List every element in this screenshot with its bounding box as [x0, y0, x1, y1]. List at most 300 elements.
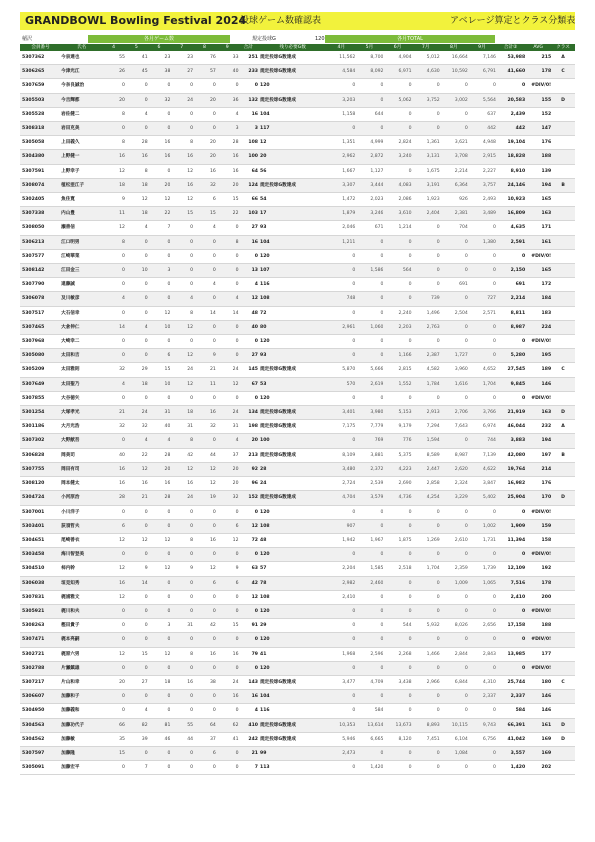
monthly-total-cell: 8,092 — [355, 65, 383, 79]
table-row — [20, 590, 575, 604]
monthly-total-cell: 0 — [412, 391, 440, 405]
monthly-total-cell: 8,700 — [355, 51, 383, 65]
remaining-games-cell: 120 — [258, 335, 327, 349]
monthly-total-cell: 9,743 — [468, 718, 496, 732]
games-cell: 10 — [125, 264, 148, 278]
games-cell: 4 — [102, 292, 125, 306]
member-name-cell: 遠藤誠 — [61, 278, 102, 292]
class-cell — [551, 164, 575, 178]
games-cell: 15 — [125, 647, 148, 661]
monthly-total-cell: 3,757 — [468, 178, 496, 192]
member-id-cell: 5308142 — [20, 264, 61, 278]
games-cell: 46 — [148, 732, 171, 746]
monthly-total-cell: 4,223 — [383, 462, 411, 476]
games-cell: 20 — [102, 675, 125, 689]
games-cell: 0 — [125, 746, 148, 760]
games-cell: 0 — [170, 576, 193, 590]
average-cell: 163 — [525, 406, 551, 420]
monthly-total-cell: 0 — [383, 235, 411, 249]
games-cell: 0 — [216, 249, 239, 263]
class-cell — [551, 576, 575, 590]
monthly-total-cell: 0 — [468, 746, 496, 760]
remaining-games-cell: 104 — [258, 235, 327, 249]
games-cell: 0 — [125, 505, 148, 519]
games-total-cell: 48 — [239, 306, 258, 320]
average-cell: #DIV/0! — [525, 633, 551, 647]
table-row — [20, 477, 575, 491]
average-cell: #DIV/0! — [525, 79, 551, 93]
games-cell: 0 — [216, 661, 239, 675]
average-cell: 171 — [525, 221, 551, 235]
games-cell: 9 — [193, 349, 216, 363]
monthly-total-cell: 2,460 — [355, 576, 383, 590]
monthly-total-cell: 2,493 — [468, 193, 496, 207]
games-cell: 16 — [216, 150, 239, 164]
games-cell: 22 — [125, 448, 148, 462]
games-cell: 0 — [193, 249, 216, 263]
monthly-total-cell: 2,359 — [440, 562, 468, 576]
member-id-cell: 5307855 — [20, 391, 61, 405]
monthly-total-cell: 0 — [440, 548, 468, 562]
member-id-cell: 5306038 — [20, 576, 61, 590]
games-cell: 10 — [148, 377, 171, 391]
monthly-total-cell: 584 — [355, 704, 383, 718]
games-cell: 28 — [102, 491, 125, 505]
member-id-cell: 5306828 — [20, 448, 61, 462]
monthly-total-cell: 4,630 — [412, 65, 440, 79]
games-cell: 40 — [148, 420, 171, 434]
monthly-total-cell: 0 — [440, 235, 468, 249]
average-cell: 180 — [525, 675, 551, 689]
grand-total-cell: 25,904 — [496, 491, 525, 505]
monthly-total-cell: 4,704 — [327, 491, 355, 505]
monthly-total-cell: 0 — [440, 335, 468, 349]
member-id-cell: 5307471 — [20, 633, 61, 647]
games-cell: 0 — [102, 79, 125, 93]
remaining-games-cell: 120 — [258, 391, 327, 405]
grand-total-cell: 19,104 — [496, 136, 525, 150]
games-cell: 8 — [170, 647, 193, 661]
monthly-total-cell: 0 — [440, 107, 468, 121]
class-cell — [551, 377, 575, 391]
games-cell: 0 — [148, 79, 171, 93]
monthly-total-cell: 3,307 — [327, 178, 355, 192]
games-cell: 8 — [170, 533, 193, 547]
monthly-total-cell: 2,620 — [440, 462, 468, 476]
monthly-total-cell: 0 — [355, 590, 383, 604]
table-row — [20, 178, 575, 192]
games-cell: 0 — [216, 278, 239, 292]
games-cell: 39 — [125, 732, 148, 746]
monthly-total-cell: 2,473 — [327, 746, 355, 760]
table-row — [20, 647, 575, 661]
monthly-total-cell: 0 — [383, 519, 411, 533]
games-cell: 4 — [216, 107, 239, 121]
games-cell: 44 — [193, 448, 216, 462]
monthly-total-cell: 570 — [327, 377, 355, 391]
monthly-total-cell: 0 — [440, 122, 468, 136]
monthly-total-cell: 2,518 — [383, 562, 411, 576]
games-cell: 0 — [193, 519, 216, 533]
monthly-total-cell: 0 — [327, 306, 355, 320]
monthly-total-cell: 0 — [468, 391, 496, 405]
monthly-total-cell: 2,690 — [383, 477, 411, 491]
monthly-total-cell: 3,191 — [412, 178, 440, 192]
monthly-total-cell: 5,666 — [355, 363, 383, 377]
monthly-total-cell: 1,968 — [327, 647, 355, 661]
games-total-cell: 0 — [239, 604, 258, 618]
games-cell: 0 — [216, 349, 239, 363]
games-cell: 4 — [148, 434, 171, 448]
average-cell: #DIV/0! — [525, 391, 551, 405]
games-cell: 19 — [193, 491, 216, 505]
games-cell: 0 — [148, 661, 171, 675]
member-name-cell: 太田雅則 — [61, 363, 102, 377]
col-m8: 8月 — [440, 44, 468, 51]
monthly-total-cell: 0 — [412, 576, 440, 590]
games-cell: 3 — [148, 619, 171, 633]
grand-total-cell: 442 — [496, 122, 525, 136]
table-row — [20, 306, 575, 320]
monthly-total-cell: 1,158 — [327, 107, 355, 121]
games-cell: 12 — [170, 462, 193, 476]
remaining-games-cell: 120 — [258, 661, 327, 675]
monthly-total-cell: 2,724 — [327, 477, 355, 491]
average-cell: 165 — [525, 264, 551, 278]
games-cell: 21 — [193, 363, 216, 377]
grand-total-cell: 4,635 — [496, 221, 525, 235]
average-cell: 169 — [525, 746, 551, 760]
class-cell: D — [551, 406, 575, 420]
monthly-total-cell: 3,131 — [412, 150, 440, 164]
member-id-cell: 5307302 — [20, 434, 61, 448]
grand-total-cell: 2,214 — [496, 292, 525, 306]
col-g5: 5 — [125, 44, 148, 51]
monthly-total-cell: 0 — [355, 604, 383, 618]
games-cell: 0 — [170, 264, 193, 278]
games-total-cell: 67 — [239, 377, 258, 391]
col-id: 会員番号 — [20, 44, 61, 51]
average-cell: 176 — [525, 477, 551, 491]
games-cell: 20 — [102, 93, 125, 107]
games-cell: 0 — [102, 434, 125, 448]
games-cell: 4 — [125, 434, 148, 448]
games-cell: 38 — [193, 675, 216, 689]
monthly-total-cell: 0 — [468, 704, 496, 718]
monthly-total-cell: 3,002 — [440, 93, 468, 107]
table-row — [20, 335, 575, 349]
class-cell — [551, 193, 575, 207]
games-cell: 0 — [148, 249, 171, 263]
remaining-games-cell: 規定投球G数達成 — [258, 51, 327, 65]
remaining-games-cell: 規定投球G数達成 — [258, 406, 327, 420]
monthly-total-cell: 3,480 — [327, 462, 355, 476]
monthly-total-cell: 0 — [327, 619, 355, 633]
table-row — [20, 732, 575, 746]
member-id-cell: 5306265 — [20, 65, 61, 79]
games-cell: 0 — [216, 633, 239, 647]
table-row — [20, 264, 575, 278]
games-cell: 40 — [216, 65, 239, 79]
table-row — [20, 434, 575, 448]
member-name-cell: 加藤功代子 — [61, 718, 102, 732]
games-cell: 12 — [148, 306, 171, 320]
monthly-total-cell: 0 — [355, 519, 383, 533]
games-cell: 0 — [216, 590, 239, 604]
monthly-total-cell: 2,961 — [327, 320, 355, 334]
table-body — [20, 51, 575, 775]
monthly-total-cell: 0 — [383, 633, 411, 647]
monthly-total-cell: 6,364 — [440, 178, 468, 192]
grand-total-cell: 17,158 — [496, 619, 525, 633]
col-m4: 4月 — [327, 44, 355, 51]
monthly-total-cell: 2,324 — [440, 477, 468, 491]
class-cell: A — [551, 51, 575, 65]
games-total-cell: 3 — [239, 122, 258, 136]
required-label: 規定投球G — [252, 36, 276, 42]
games-cell: 0 — [102, 505, 125, 519]
monthly-total-cell: 2,913 — [412, 406, 440, 420]
monthly-total-cell: 0 — [327, 633, 355, 647]
games-cell: 8 — [125, 164, 148, 178]
games-cell: 55 — [170, 718, 193, 732]
monthly-total-cell: 0 — [440, 604, 468, 618]
monthly-total-cell: 1,552 — [383, 377, 411, 391]
monthly-total-cell: 0 — [412, 264, 440, 278]
games-cell: 0 — [216, 391, 239, 405]
monthly-total-cell: 2,337 — [468, 690, 496, 704]
table-row — [20, 576, 575, 590]
games-cell: 10 — [148, 320, 171, 334]
class-cell: D — [551, 718, 575, 732]
games-cell: 31 — [216, 420, 239, 434]
games-cell: 24 — [170, 491, 193, 505]
average-cell: 194 — [525, 178, 551, 192]
games-cell: 0 — [102, 335, 125, 349]
games-cell: 4 — [125, 221, 148, 235]
average-cell: 194 — [525, 434, 551, 448]
monthly-total-cell: 1,496 — [412, 306, 440, 320]
games-cell: 44 — [170, 732, 193, 746]
games-cell: 0 — [102, 633, 125, 647]
games-cell: 0 — [193, 79, 216, 93]
monthly-total-cell: 8,026 — [440, 619, 468, 633]
games-cell: 0 — [125, 292, 148, 306]
member-id-cell: 5308050 — [20, 221, 61, 235]
table-row — [20, 746, 575, 760]
games-cell: 0 — [170, 761, 193, 775]
monthly-total-cell: 4,652 — [468, 363, 496, 377]
games-total-cell: 79 — [239, 647, 258, 661]
class-cell — [551, 746, 575, 760]
grand-total-cell: 12,109 — [496, 562, 525, 576]
grand-total-cell: 8,910 — [496, 164, 525, 178]
class-cell: C — [551, 363, 575, 377]
monthly-total-cell: 0 — [355, 619, 383, 633]
games-cell: 0 — [148, 704, 171, 718]
remaining-games-cell: 規定投球G数達成 — [258, 732, 327, 746]
grand-total-cell: 21,919 — [496, 406, 525, 420]
games-total-cell: 152 — [239, 491, 258, 505]
member-id-cell: 5307597 — [20, 746, 61, 760]
class-cell — [551, 207, 575, 221]
games-cell: 0 — [148, 576, 171, 590]
grand-total-cell: 1,909 — [496, 519, 525, 533]
games-total-cell: 143 — [239, 675, 258, 689]
grand-total-cell: 25,744 — [496, 675, 525, 689]
class-cell — [551, 264, 575, 278]
games-cell: 0 — [125, 79, 148, 93]
monthly-total-cell: 0 — [327, 505, 355, 519]
games-cell: 0 — [102, 548, 125, 562]
monthly-total-cell: 8,120 — [383, 732, 411, 746]
monthly-total-cell: 3,246 — [355, 207, 383, 221]
monthly-total-cell: 3,752 — [412, 93, 440, 107]
grand-total-cell: 2,150 — [496, 264, 525, 278]
remaining-games-cell: 120 — [258, 604, 327, 618]
monthly-total-cell: 0 — [383, 107, 411, 121]
member-name-cell: 太田聖乃 — [61, 377, 102, 391]
table-row — [20, 122, 575, 136]
monthly-total-cell: 5,932 — [412, 619, 440, 633]
member-name-cell: 小川洋子 — [61, 505, 102, 519]
col-g8: 8 — [193, 44, 216, 51]
games-cell: 0 — [193, 590, 216, 604]
games-cell: 45 — [125, 65, 148, 79]
table-row — [20, 462, 575, 476]
member-name-cell: 今奈良誠治 — [61, 79, 102, 93]
monthly-total-cell: 5,402 — [468, 491, 496, 505]
class-cell — [551, 292, 575, 306]
monthly-total-cell: 2,387 — [412, 349, 440, 363]
remaining-games-cell: 20 — [258, 150, 327, 164]
games-cell: 12 — [102, 647, 125, 661]
grand-total-cell: 0 — [496, 391, 525, 405]
games-cell: 0 — [216, 505, 239, 519]
games-cell: 12 — [170, 377, 193, 391]
games-cell: 24 — [216, 406, 239, 420]
average-cell: 200 — [525, 590, 551, 604]
games-cell: 8 — [216, 235, 239, 249]
games-total-cell: 12 — [239, 590, 258, 604]
remaining-games-cell: 規定投球G数達成 — [258, 491, 327, 505]
games-cell: 9 — [102, 193, 125, 207]
monthly-total-cell: 1,704 — [468, 377, 496, 391]
games-total-cell: 410 — [239, 718, 258, 732]
games-cell: 0 — [216, 746, 239, 760]
games-cell: 16 — [170, 150, 193, 164]
monthly-total-cell: 0 — [355, 278, 383, 292]
monthly-total-cell: 2,824 — [383, 136, 411, 150]
table-row — [20, 107, 575, 121]
monthly-total-cell: 0 — [412, 79, 440, 93]
monthly-total-cell: 2,872 — [355, 150, 383, 164]
monthly-total-cell: 3,708 — [440, 150, 468, 164]
remaining-games-cell: 116 — [258, 278, 327, 292]
member-name-cell: 岡本健太 — [61, 477, 102, 491]
monthly-total-cell: 3,621 — [440, 136, 468, 150]
monthly-total-cell: 0 — [440, 690, 468, 704]
games-cell: 4 — [170, 292, 193, 306]
remaining-games-cell: 120 — [258, 505, 327, 519]
member-id-cell: 5307517 — [20, 306, 61, 320]
average-cell: #DIV/0! — [525, 505, 551, 519]
games-cell: 28 — [125, 136, 148, 150]
monthly-total-cell: 1,009 — [440, 576, 468, 590]
remaining-games-cell: 28 — [258, 462, 327, 476]
monthly-total-cell: 0 — [327, 79, 355, 93]
games-cell: 16 — [102, 462, 125, 476]
class-cell — [551, 519, 575, 533]
monthly-total-cell: 0 — [468, 661, 496, 675]
monthly-total-cell: 4,582 — [412, 363, 440, 377]
games-cell: 20 — [193, 136, 216, 150]
games-cell: 0 — [102, 306, 125, 320]
monthly-total-cell: 0 — [383, 690, 411, 704]
games-cell: 41 — [216, 732, 239, 746]
remaining-games-cell: 規定投球G数達成 — [258, 178, 327, 192]
games-cell: 0 — [216, 548, 239, 562]
member-name-cell: 垣見知秀 — [61, 576, 102, 590]
monthly-total-cell: 0 — [412, 704, 440, 718]
monthly-total-cell: 0 — [327, 391, 355, 405]
monthly-total-cell: 0 — [383, 604, 411, 618]
monthly-total-cell: 7,139 — [468, 448, 496, 462]
games-cell: 20 — [216, 178, 239, 192]
games-cell: 0 — [193, 704, 216, 718]
games-cell: 0 — [125, 349, 148, 363]
monthly-total-cell: 1,704 — [412, 562, 440, 576]
monthly-total-cell: 0 — [412, 221, 440, 235]
monthly-total-cell: 2,268 — [383, 647, 411, 661]
monthly-total-cell: 0 — [412, 122, 440, 136]
monthly-total-cell: 0 — [440, 761, 468, 775]
remaining-games-cell: 54 — [258, 193, 327, 207]
games-cell: 20 — [216, 477, 239, 491]
games-cell: 29 — [125, 363, 148, 377]
games-cell: 0 — [148, 761, 171, 775]
grand-total-cell: 2,337 — [496, 690, 525, 704]
monthly-total-cell: 0 — [327, 264, 355, 278]
monthly-total-cell: 2,858 — [412, 477, 440, 491]
monthly-total-cell: 10,592 — [440, 65, 468, 79]
games-cell: 22 — [148, 207, 171, 221]
grand-total-cell: 9,845 — [496, 377, 525, 391]
games-cell: 12 — [148, 562, 171, 576]
class-cell: D — [551, 93, 575, 107]
member-name-cell: 大谷徳矢 — [61, 391, 102, 405]
games-cell: 28 — [148, 448, 171, 462]
store-label: 稲沢 — [22, 36, 33, 42]
remaining-games-cell: 120 — [258, 79, 327, 93]
monthly-total-cell: 0 — [355, 335, 383, 349]
member-name-cell: 荻須哲夫 — [61, 519, 102, 533]
games-cell: 0 — [148, 590, 171, 604]
monthly-total-cell: 1,065 — [468, 576, 496, 590]
member-name-cell: 大塚孝光 — [61, 406, 102, 420]
class-cell: B — [551, 448, 575, 462]
monthly-total-cell: 1,594 — [412, 434, 440, 448]
monthly-total-cell: 2,706 — [440, 406, 468, 420]
games-total-cell: 4 — [239, 704, 258, 718]
monthly-total-cell: 7,175 — [327, 420, 355, 434]
member-id-cell: 5307659 — [20, 79, 61, 93]
monthly-total-cell: 0 — [355, 235, 383, 249]
games-cell: 36 — [216, 93, 239, 107]
table-row — [20, 235, 575, 249]
games-cell: 0 — [170, 604, 193, 618]
member-name-cell: 内山豊 — [61, 207, 102, 221]
